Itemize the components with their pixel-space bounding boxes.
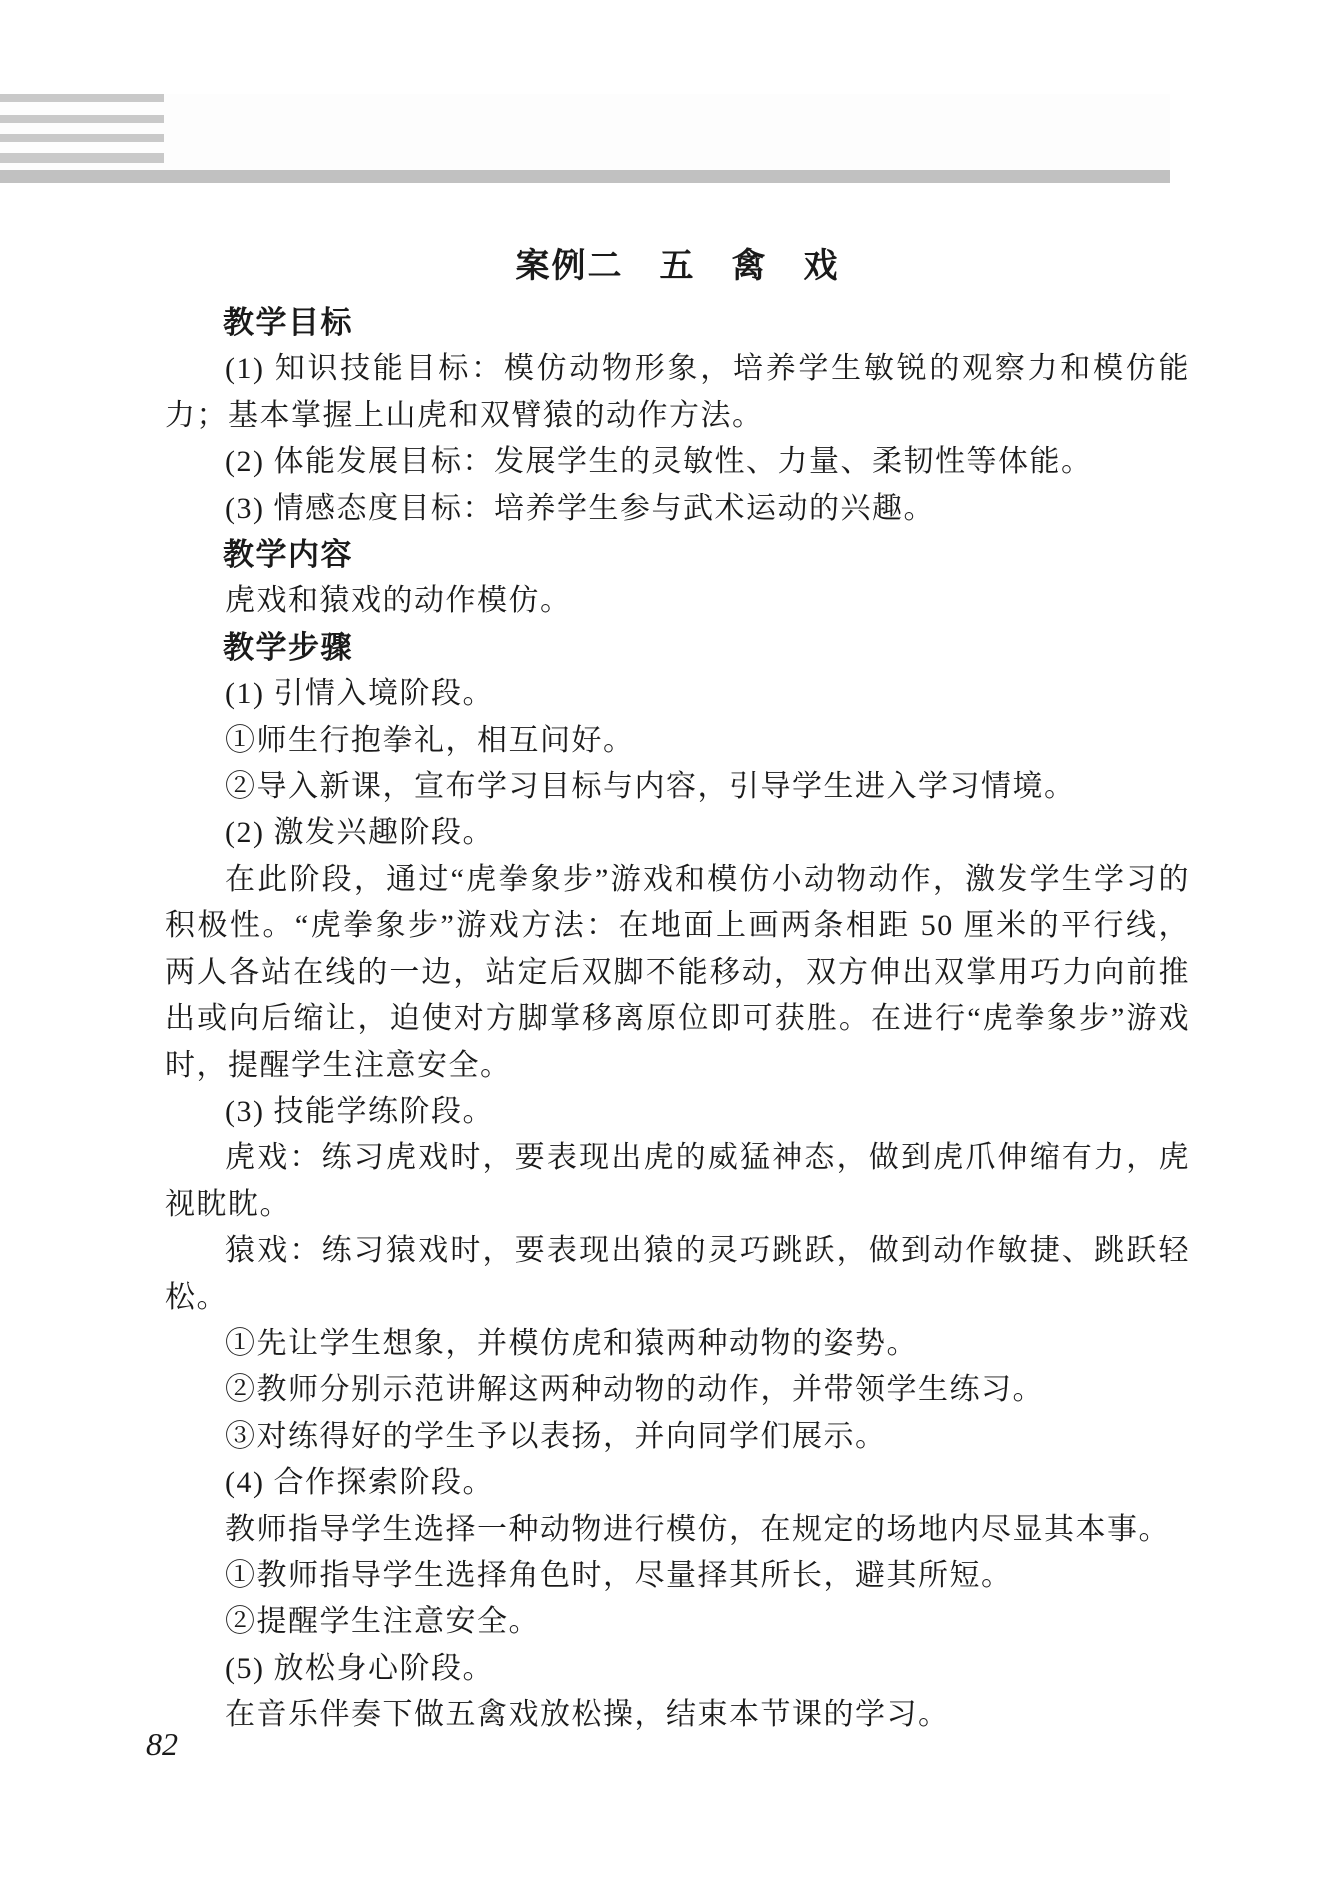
paragraph: ①教师指导学生选择角色时，尽量择其所长，避其所短。: [225, 1558, 1013, 1592]
paragraph: 在音乐伴奏下做五禽戏放松操，结束本节课的学习。: [225, 1698, 950, 1732]
paragraph: ①师生行抱拳礼，相互问好。: [225, 723, 635, 757]
paragraph: ②提醒学生注意安全。: [225, 1605, 540, 1639]
decor-short-bar: [0, 115, 164, 123]
paragraph: 在此阶段，通过“虎拳象步”游戏和模仿小动物动作，激发学生学习的积极性。“虎拳象步”游戏方法：在地面上画两条相距 50 厘米的平行线，两人各站在线的一边，站定后双脚不能移动，双方伸出双掌用巧力向前推出或向后缩让，迫使对方脚掌移离原位即可获胜。在进行“虎拳象步”游戏时，提醒学生注意安全。: [165, 862, 1190, 1082]
paragraph: (2) 体能发展目标：发展学生的灵敏性、力量、柔韧性等体能。: [225, 445, 1093, 479]
paragraph: (3) 情感态度目标：培养学生参与武术运动的兴趣。: [225, 491, 935, 525]
page-number: 82: [146, 1726, 178, 1762]
paragraph: 猿戏：练习猿戏时，要表现出猿的灵巧跳跃，做到动作敏捷、跳跃轻松。: [165, 1234, 1190, 1314]
paragraph: ①先让学生想象，并模仿虎和猿两种动物的姿势。: [225, 1326, 918, 1360]
paragraph: (4) 合作探索阶段。: [225, 1466, 494, 1500]
paragraph: (1) 引情入境阶段。: [225, 677, 494, 711]
paragraph: ②教师分别示范讲解这两种动物的动作，并带领学生练习。: [225, 1373, 1044, 1407]
paragraph: 教师指导学生选择一种动物进行模仿，在规定的场地内尽显其本事。: [225, 1512, 1170, 1546]
paragraph: (3) 技能学练阶段。: [225, 1094, 494, 1128]
decor-short-bar: [0, 153, 164, 163]
paragraph: (5) 放松身心阶段。: [225, 1651, 494, 1685]
paragraph: 虎戏和猿戏的动作模仿。: [225, 584, 572, 618]
section-heading: 教学步骤: [223, 629, 353, 665]
section-heading: 教学目标: [223, 305, 353, 340]
decor-short-bar: [0, 134, 164, 142]
decor-panel: [0, 94, 1170, 170]
lesson-content: [165, 300, 1190, 1739]
paragraph: (2) 激发兴趣阶段。: [225, 816, 494, 850]
decor-band: [0, 170, 1170, 183]
paragraph: (1) 知识技能目标：模仿动物形象，培养学生敏锐的观察力和模仿能力；基本掌握上山虎和双臂猿的动作方法。: [165, 352, 1190, 432]
decor-short-bar: [0, 94, 164, 102]
paragraph: 虎戏：练习虎戏时，要表现出虎的威猛神态，做到虎爪伸缩有力，虎视眈眈。: [165, 1141, 1190, 1221]
paragraph: ③对练得好的学生予以表扬，并向同学们展示。: [225, 1419, 887, 1453]
paragraph: ②导入新课，宣布学习目标与内容，引导学生进入学习情境。: [225, 770, 1076, 804]
chapter-title: 案例二 五 禽 戏: [515, 248, 840, 285]
section-heading: 教学内容: [223, 537, 353, 573]
